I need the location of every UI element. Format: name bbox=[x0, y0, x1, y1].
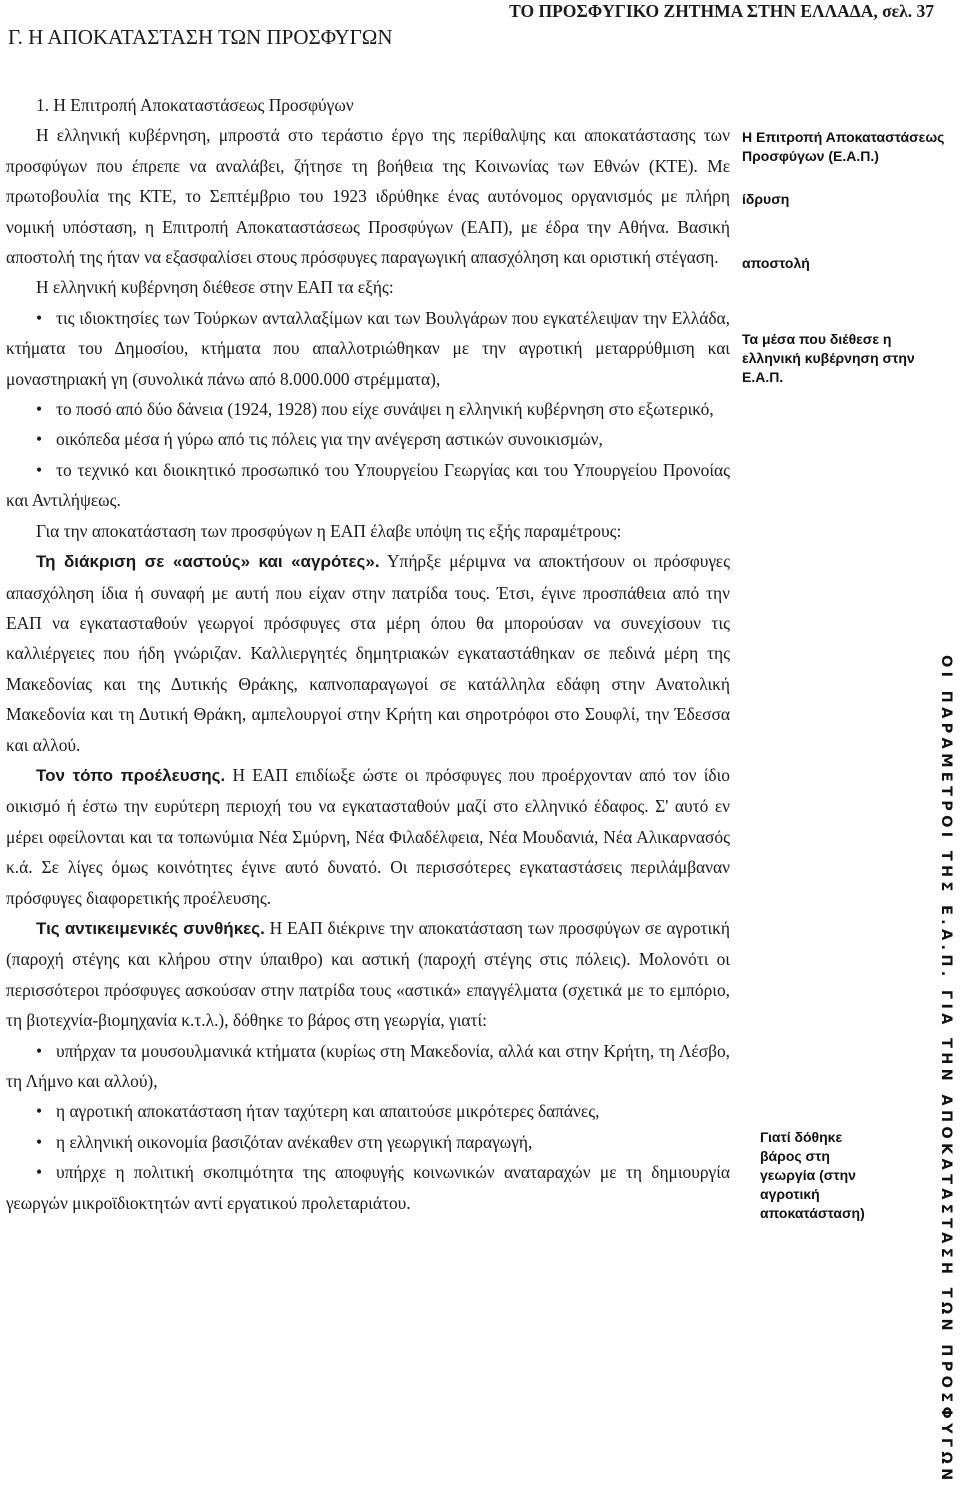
subheading: 1. Η Επιτροπή Αποκαταστάσεως Προσφύγων bbox=[36, 95, 354, 115]
bullet-icon: • bbox=[36, 1131, 43, 1152]
list-item: • οικόπεδα μέσα ή γύρω από τις πόλεις για την ανέγερση αστικών συνοικισμών, bbox=[6, 424, 730, 454]
list-item: • η αγροτική αποκατάσταση ήταν ταχύτερη και απαιτούσε μικρότερες δαπάνες, bbox=[6, 1096, 730, 1126]
list-item: • τις ιδιοκτησίες των Τούρκων ανταλλαξίμων και των Βουλγάρων που εγκατέλειψαν την Ελλάδα, κτήματα του Δημοσίου, κτήματα που απαλλοτριώθηκαν με την αγροτική μεταρρύθμιση και μοναστηριακή γη (συνολικά πάνω από 8.000.000 στρέμματα), bbox=[6, 303, 730, 394]
margin-note-means: Τα μέσα που διέθεσε η ελληνική κυβέρνηση στην Ε.Α.Π. bbox=[742, 331, 915, 385]
bullet-icon: • bbox=[36, 459, 43, 480]
bullet-icon: • bbox=[36, 1040, 43, 1061]
bullet-icon: • bbox=[36, 307, 43, 328]
bullet-icon: • bbox=[36, 1162, 43, 1183]
paragraph-means-intro: Η ελληνική κυβέρνηση διέθεσε στην ΕΑΠ τα εξής: bbox=[36, 277, 394, 298]
paragraph-parameter-2: Τον τόπο προέλευσης. Η ΕΑΠ επιδίωξε ώστε οι πρόσφυγες που προέρχονταν από τον ίδιο οικισμό ή έστω την ευρύτερη περιοχή του να εγκατασταθούν μαζί στο ελληνικό έδαφος. Σ' αυτό εν μέρει οφείλονται και τα τοπωνύμια Νέα Σμύρνη, Νέα Φιλαδέλφεια, Νέα Μουδανιά, Νέα Αλικαρνασός κ.ά. Σε λίγες όμως κοινότητες έγινε αυτό δυνατό. Οι περισσότερες εγκαταστάσεις περιλάμβαναν πρόσφυγες διαφορετικής προέλευσης. bbox=[6, 764, 730, 908]
parameter-2-lead: Τον τόπο προέλευσης. bbox=[36, 765, 226, 785]
list-item: • η ελληνική οικονομία βασιζόταν ανέκαθεν στη γεωργική παραγωγή, bbox=[6, 1127, 730, 1157]
paragraph-intro: Η ελληνική κυβέρνηση, μπροστά στο τεράστιο έργο της περίθαλψης και αποκατάστασης των προσφύγων που έπρεπε να αναλάβει, ζήτησε τη βοήθεια της Κοινωνίας των Εθνών (ΚΤΕ). Με πρωτοβουλία της ΚΤΕ, το Σεπτέμβριο του 1923 ιδρύθηκε ένας αυτόνομος οργανισμός με πλήρη νομική υπόσταση, η Επιτροπή Αποκαταστάσεως Προσφύγων (ΕΑΠ), με έδρα την Αθήνα. Βασική αποστολή της ήταν να εξασφαλίσει στους πρόσφυγες παραγωγική απασχόληση και οριστική στέγαση. bbox=[6, 125, 730, 268]
margin-note-founding: ίδρυση bbox=[742, 191, 790, 207]
list-item: • υπήρχε η πολιτική σκοπιμότητα της αποφυγής κοινωνικών αναταραχών με τη δημιουργία γεωργών μικροϊδιοκτητών αντί εργατικού προλεταριάτου. bbox=[6, 1157, 730, 1218]
section-title: Γ. Η ΑΠΟΚΑΤΑΣΤΑΣΗ ΤΩΝ ΠΡΟΣΦΥΓΩΝ bbox=[8, 25, 393, 49]
vertical-margin-title: ΟΙ ΠΑΡΑΜΕΤΡΟΙ ΤΗΣ Ε.Α.Π. ΓΙΑ ΤΗΝ ΑΠΟΚΑΤΑΣΤΑΣΗ ΤΩΝ ΠΡΟΣΦΥΓΩΝ bbox=[938, 655, 954, 1485]
list-item: • το ποσό από δύο δάνεια (1924, 1928) που είχε συνάψει η ελληνική κυβέρνηση στο εξωτερικό, bbox=[6, 394, 730, 424]
bullet-icon: • bbox=[36, 429, 43, 450]
margin-note-epap: Η Επιτροπή Αποκαταστάσεως Προσφύγων (Ε.Α.Π.) bbox=[742, 129, 945, 164]
paragraph-parameter-3: Τις αντικειμενικές συνθήκες. Η ΕΑΠ διέκρινε την αποκατάσταση των προσφύγων σε αγροτική (παροχή στέγης και κλήρου στην ύπαιθρο) και αστική (παροχή στέγης στις πόλεις). Μολονότι οι περισσότεροι πρόσφυγες ασκούσαν στην πατρίδα τους «αστικά» επαγγέλματα (σχετικά με το εμπόριο, τη βιοτεχνία-βιομηχανία κ.τ.λ.), δόθηκε το βάρος στη γεωργία, γιατί: bbox=[6, 917, 731, 1031]
parameter-3-lead: Τις αντικειμενικές συνθήκες. bbox=[36, 918, 265, 938]
paragraph-parameter-1: Τη διάκριση σε «αστούς» και «αγρότες». Υπήρξε μέριμνα να αποκτήσουν οι πρόσφυγες απασχόληση ίδια ή συναφή με αυτή που είχαν στην πατρίδα τους. Έτσι, έγινε προσπάθεια από την ΕΑΠ να εγκατασταθούν γεωργοί πρόσφυγες στα μέρη όπου θα μπορούσαν να συνεχίσουν τις καλλιέργειες που ήδη γνώριζαν. Καλλιεργητές δημητριακών εγκαταστάθηκαν σε πεδινά μέρη της Μακεδονίας και της Δυτικής Θράκης, καπνοπαραγωγοί σε κατάλληλα εδάφη στην Ανατολική Μακεδονία και τη Δυτική Θράκη, αμπελουργοί στην Κρήτη και σηροτρόφοι στο Σουφλί, την Έδεσσα και αλλού. bbox=[6, 551, 730, 755]
margin-note-mission: αποστολή bbox=[742, 255, 810, 271]
bullet-icon: • bbox=[36, 1101, 43, 1122]
running-header: ΤΟ ΠΡΟΣΦΥΓΙΚΟ ΖΗΤΗΜΑ ΣΤΗΝ ΕΛΛΑΔΑ, σελ. 37 bbox=[509, 1, 934, 21]
list-item: • το τεχνικό και διοικητικό προσωπικό του Υπουργείου Γεωργίας και του Υπουργείου Προνοίας και Αντιλήψεως. bbox=[6, 455, 730, 516]
main-text bbox=[6, 90, 730, 1218]
parameter-1-lead: Τη διάκριση σε «αστούς» και «αγρότες». bbox=[36, 552, 380, 572]
margin-note-agri-weight: Γιατί δόθηκε βάρος στη γεωργία (στην αγροτική αποκατάσταση) bbox=[760, 1129, 865, 1221]
bullet-icon: • bbox=[36, 399, 43, 420]
list-item: • υπήρχαν τα μουσουλμανικά κτήματα (κυρίως στη Μακεδονία, αλλά και στην Κρήτη, τη Λέσβο, τη Λήμνο και αλλού), bbox=[6, 1036, 730, 1097]
paragraph-parameters-intro: Για την αποκατάσταση των προσφύγων η ΕΑΠ έλαβε υπόψη τις εξής παραμέτρους: bbox=[36, 520, 622, 541]
